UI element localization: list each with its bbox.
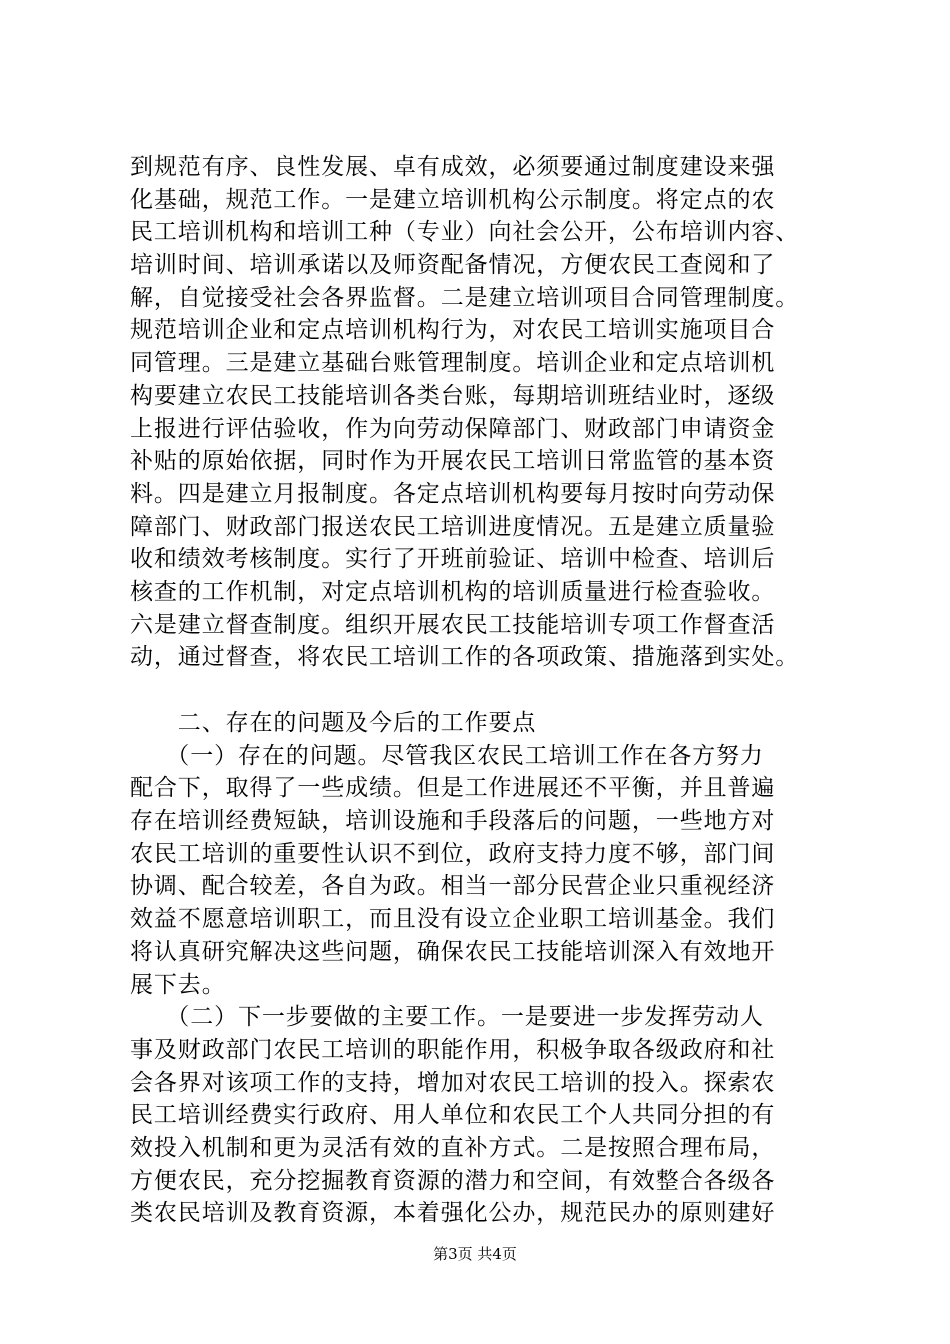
text-line: 培训时间、培训承诺以及师资配备情况，方便农民工查阅和了 xyxy=(130,252,776,279)
text-line: 核查的工作机制，对定点培训机构的培训质量进行检查验收。 xyxy=(130,578,776,605)
text-line: （二）下一步要做的主要工作。一是要进一步发挥劳动人 xyxy=(130,1004,764,1031)
text-line: 上报进行评估验收，作为向劳动保障部门、财政部门申请资金 xyxy=(130,415,776,442)
text-line: 农民工培训的重要性认识不到位，政府支持力度不够，部门间 xyxy=(130,840,776,867)
text-line: 解，自觉接受社会各界监督。二是建立培训项目合同管理制度。 xyxy=(130,284,800,311)
text-line: 将认真研究解决这些问题，确保农民工技能培训深入有效地开 xyxy=(130,938,776,965)
document-body xyxy=(130,151,830,1230)
text-line: 构要建立农民工技能培训各类台账，每期培训班结业时，逐级 xyxy=(130,382,776,409)
text-line: 化基础，规范工作。一是建立培训机构公示制度。将定点的农 xyxy=(130,186,776,213)
section-heading: 二、存在的问题及今后的工作要点 xyxy=(130,710,537,736)
text-line: 效投入机制和更为灵活有效的直补方式。二是按照合理布局， xyxy=(130,1134,776,1161)
text-line: 效益不愿意培训职工，而且没有设立企业职工培训基金。我们 xyxy=(130,906,776,933)
text-line: 存在培训经费短缺，培训设施和手段落后的问题，一些地方对 xyxy=(130,808,776,835)
text-line: 协调、配合较差，各自为政。相当一部分民营企业只重视经济 xyxy=(130,873,776,900)
text-line: 同管理。三是建立基础台账管理制度。培训企业和定点培训机 xyxy=(130,350,776,377)
paragraph-spacer xyxy=(130,674,830,707)
text-line: 民工培训机构和培训工种（专业）向社会公开，公布培训内容、 xyxy=(130,219,800,246)
text-line: 动，通过督查，将农民工培训工作的各项政策、措施落到实处。 xyxy=(130,644,800,671)
text-line: 会各界对该项工作的支持，增加对农民工培训的投入。探索农 xyxy=(130,1069,776,1096)
paragraph-institution-system xyxy=(130,151,830,674)
text-line: 六是建立督查制度。组织开展农民工技能培训专项工作督查活 xyxy=(130,611,776,638)
text-line: 展下去。 xyxy=(130,971,226,998)
text-line: 配合下，取得了一些成绩。但是工作进展还不平衡，并且普遍 xyxy=(130,775,776,802)
text-line: 障部门、财政部门报送农民工培训进度情况。五是建立质量验 xyxy=(130,513,776,540)
text-line: 规范培训企业和定点培训机构行为，对农民工培训实施项目合 xyxy=(130,317,776,344)
text-line: 民工培训经费实行政府、用人单位和农民工个人共同分担的有 xyxy=(130,1102,776,1129)
paragraph-next-steps xyxy=(130,1001,830,1230)
text-line: 料。四是建立月报制度。各定点培训机构要每月按时向劳动保 xyxy=(130,480,776,507)
text-line: 补贴的原始依据，同时作为开展农民工培训日常监管的基本资 xyxy=(130,448,776,475)
text-line: 收和绩效考核制度。实行了开班前验证、培训中检查、培训后 xyxy=(130,546,776,573)
text-line: 事及财政部门农民工培训的职能作用，积极争取各级政府和社 xyxy=(130,1036,776,1063)
paragraph-existing-problems xyxy=(130,740,830,1002)
text-line: （一）存在的问题。尽管我区农民工培训工作在各方努力 xyxy=(130,742,764,769)
text-line: 到规范有序、良性发展、卓有成效，必须要通过制度建设来强 xyxy=(130,154,776,180)
text-line: 类农民培训及教育资源，本着强化公办，规范民办的原则建好 xyxy=(130,1200,776,1227)
text-line: 方便农民，充分挖掘教育资源的潜力和空间，有效整合各级各 xyxy=(130,1167,776,1194)
page-number-footer: 第3页 共4页 xyxy=(433,1245,517,1263)
